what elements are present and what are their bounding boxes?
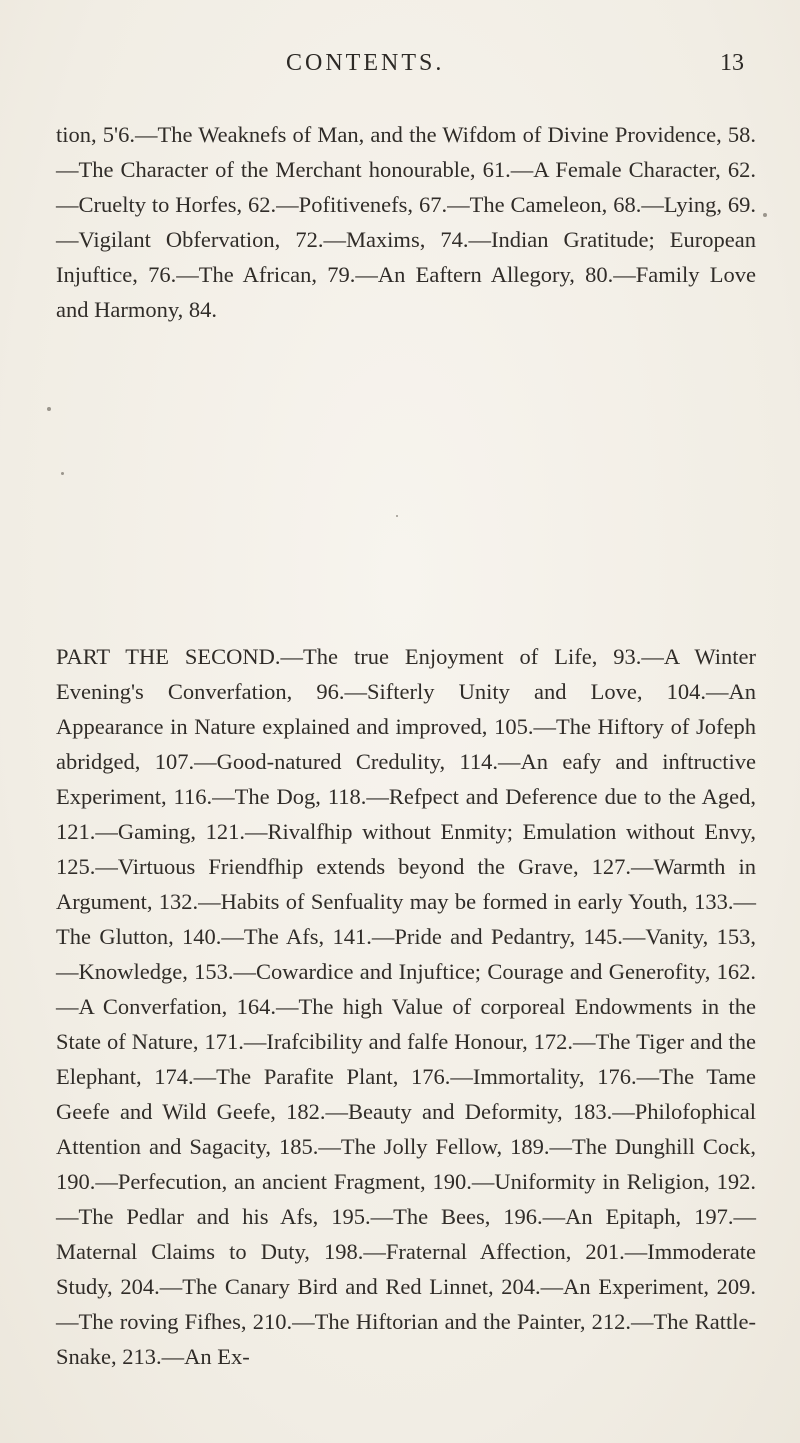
running-head: CONTENTS. bbox=[286, 50, 445, 76]
contents-section-continued bbox=[56, 117, 756, 327]
ink-speck bbox=[763, 213, 767, 217]
contents-paragraph: tion, 5'6.—The Weaknefs of Man, and the Wifdom of Divine Providence, 58.—The Character of the Merchant honourable, 61.—A Female Character, 62.—Cruelty to Horfes, 62.—Pofitivenefs, 67.—The Cameleon, 68.—Lying, 69.—Vigilant Obfervation, 72.—Maxims, 74.—Indian Gratitude; European Injuftice, 76.—The African, 79.—An Eaftern Allegory, 80.—Family Love and Harmony, 84. bbox=[56, 122, 756, 322]
ink-speck bbox=[61, 472, 64, 475]
ink-speck bbox=[47, 407, 51, 411]
page-number: 13 bbox=[720, 50, 744, 76]
ink-speck bbox=[396, 515, 398, 517]
contents-section-part-two bbox=[56, 639, 756, 1374]
page-header bbox=[0, 50, 800, 90]
contents-paragraph: PART THE SECOND.—The true Enjoyment of Life, 93.—A Winter Evening's Converfation, 96.—Sifterly Unity and Love, 104.—An Appearance in Nature explained and improved, 105.—The Hiftory of Jofeph abridged, 107.—Good-natured Credulity, 114.—An eafy and inftructive Experiment, 116.—The Dog, 118.—Refpect and Deference due to the Aged, 121.—Gaming, 121.—Rivalfhip without Enmity; Emulation without Envy, 125.—Virtuous Friendfhip extends beyond the Grave, 127.—Warmth in Argument, 132.—Habits of Senfuality may be formed in early Youth, 133.—The Glutton, 140.—The Afs, 141.—Pride and Pedantry, 145.—Vanity, 153,—Knowledge, 153.—Cowardice and Injuftice; Courage and Generofity, 162.—A Converfation, 164.—The high Value of corporeal Endowments in the State of Nature, 171.—Irafcibility and falfe Honour, 172.—The Tiger and the Elephant, 174.—The Parafite Plant, 176.—Immortality, 176.—The Tame Geefe and Wild Geefe, 182.—Beauty and Deformity, 183.—Philofophical Attention and Sagacity, 185.—The Jolly Fellow, 189.—The Dunghill Cock, 190.—Perfecution, an ancient Fragment, 190.—Uniformity in Religion, 192.—The Pedlar and his Afs, 195.—The Bees, 196.—An Epitaph, 197.—Maternal Claims to Duty, 198.—Fraternal Affection, 201.—Immoderate Study, 204.—The Canary Bird and Red Linnet, 204.—An Experiment, 209.—The roving Fifhes, 210.—The Hiftorian and the Painter, 212.—The Rattle-Snake, 213.—An Ex- bbox=[56, 644, 756, 1369]
